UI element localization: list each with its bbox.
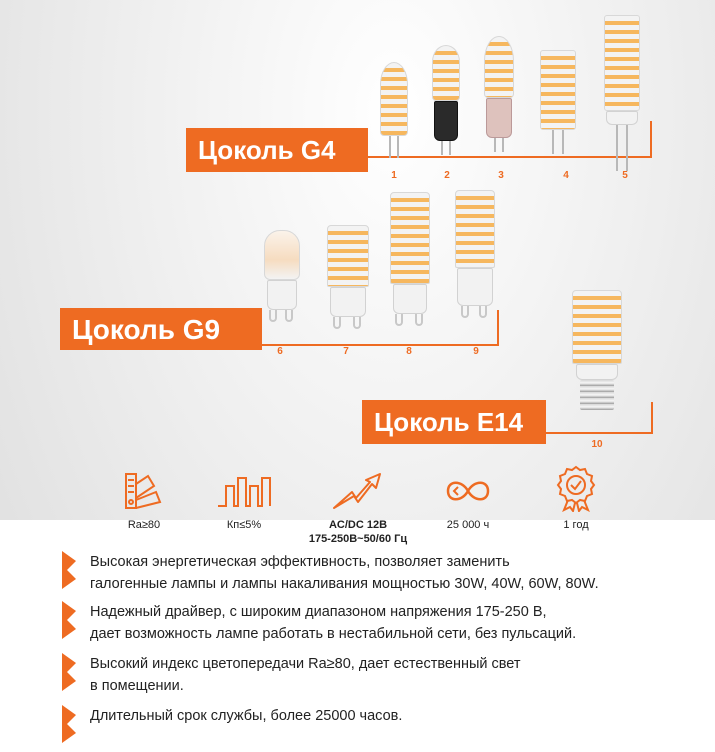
feature-warranty [516,464,636,532]
benefit-line: в помещении. [90,678,184,694]
feature-lifetime [408,470,528,532]
lamp-number: 4 [563,170,569,181]
e14-socket-banner: Цоколь E14 [362,400,546,444]
lamp-number: 7 [343,346,349,357]
g9-socket-banner: Цоколь G9 [60,308,262,350]
feature-voltage-ac: 175-250В~50/60 Гц [308,533,408,545]
arrow-marker-icon [62,601,76,639]
benefit-line: галогенные лампы и лампы накаливания мощностью 30W, 40W, 60W, 80W. [90,576,599,592]
benefit-line: Надежный драйвер, с широким диапазоном напряжения 175-250 В, [90,604,547,620]
lamp-number: 8 [406,346,412,357]
lamp-number: 5 [622,170,628,181]
lamp-number: 9 [473,346,479,357]
g4-socket-banner: Цоколь G4 [186,128,368,172]
lamp-number: 3 [498,170,504,181]
flicker-pulse-icon [216,470,272,512]
voltage-bolt-icon [330,470,386,512]
warranty-medal-icon [554,464,598,512]
lifetime-infinity-icon [440,470,496,512]
benefit-line: Высокий индекс цветопередачи Ra≥80, дает естественный свет [90,656,521,672]
benefit-line: Длительный срок службы, более 25000 часов. [90,708,403,724]
feature-warranty-label: 1 год [563,519,589,531]
lamp-number: 6 [277,346,283,357]
feature-lifetime-label: 25 000 ч [446,519,490,531]
benefit-line: дает возможность лампе работать в нестабильной сети, без пульсаций. [90,626,577,642]
color-palette-icon [122,470,166,512]
lamp-number: 1 [391,170,397,181]
feature-voltage [298,470,418,546]
feature-cri-label: Ra≥80 [127,519,161,531]
lamp-number: 2 [444,170,450,181]
feature-voltage-dc: AC/DC 12В [328,519,388,531]
arrow-marker-icon [62,653,76,691]
arrow-marker-icon [62,705,76,743]
feature-flicker-label: Кп≤5% [226,519,262,531]
lamp-number: 10 [591,439,603,450]
benefit-line: Высокая энергетическая эффективность, позволяет заменить [90,554,510,570]
feature-flicker [184,470,304,532]
arrow-marker-icon [62,551,76,589]
